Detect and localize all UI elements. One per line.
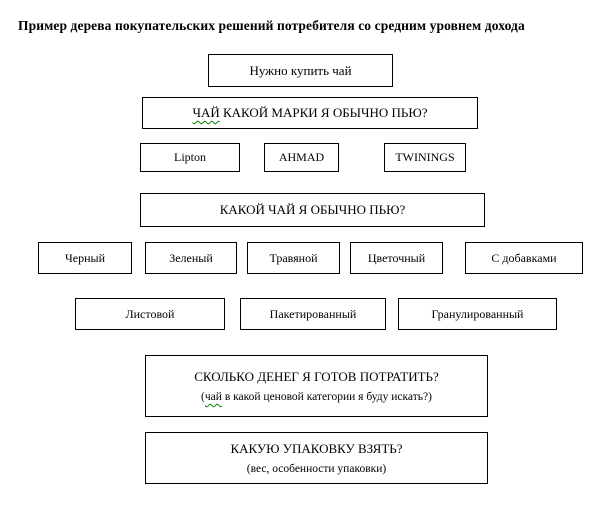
brand-label: Lipton — [174, 150, 206, 164]
tea-type-label: Цветочный — [367, 250, 426, 265]
tea-type-node-additives — [465, 242, 583, 274]
root-node-label: Нужно купить чай — [249, 62, 352, 78]
tea-type-node-green — [145, 242, 237, 274]
tea-type-node-flower — [350, 242, 443, 274]
brand-node-ahmad — [264, 143, 339, 172]
money-question-subtitle — [201, 391, 432, 403]
tea-type-label: Зеленый — [169, 250, 213, 265]
tea-type-label: С добавками — [491, 250, 557, 265]
brand-question-box — [142, 97, 478, 129]
tea-type-node-black — [38, 242, 132, 274]
tea-form-label: Пакетированный — [269, 306, 357, 321]
spellcheck-flagged-word: чай — [204, 391, 222, 403]
tea-form-label: Гранулированный — [431, 306, 524, 321]
spellcheck-flagged-word: ЧАЙ — [192, 105, 220, 120]
tea-form-node-leaf — [75, 298, 225, 330]
money-question-box — [145, 355, 488, 417]
root-node-box — [208, 54, 393, 87]
tea-form-label: Листовой — [125, 306, 175, 321]
tea-form-node-bagged — [240, 298, 386, 330]
brand-node-twinings — [384, 143, 466, 172]
tea-type-question-label: КАКОЙ ЧАЙ Я ОБЫЧНО ПЬЮ? — [219, 202, 406, 217]
tea-form-node-granulated — [398, 298, 557, 330]
brand-label: TWININGS — [395, 150, 455, 164]
brand-label: AHMAD — [278, 150, 325, 164]
page-title: Пример дерева покупательских решений потребителя со средним уровнем дохода — [18, 18, 525, 33]
money-question-title: СКОЛЬКО ДЕНЕГ Я ГОТОВ ПОТРАТИТЬ? — [194, 369, 439, 384]
subtitle-rest: в какой ценовой категории я буду искать?) — [221, 391, 432, 403]
tea-type-node-herbal — [247, 242, 340, 274]
packaging-question-title: КАКУЮ УПАКОВКУ ВЗЯТЬ? — [230, 441, 403, 456]
packaging-question-subtitle: (вес, особенности упаковки) — [246, 463, 387, 475]
packaging-question-box — [145, 432, 488, 484]
subtitle-prefix: ( — [201, 391, 205, 403]
brand-node-lipton — [140, 143, 240, 172]
brand-question-rest: КАКОЙ МАРКИ Я ОБЫЧНО ПЬЮ? — [219, 105, 428, 120]
brand-question-label — [193, 105, 428, 121]
tea-type-question-box — [140, 193, 485, 227]
tea-type-label: Черный — [64, 250, 106, 265]
tea-type-label: Травяной — [269, 250, 318, 265]
